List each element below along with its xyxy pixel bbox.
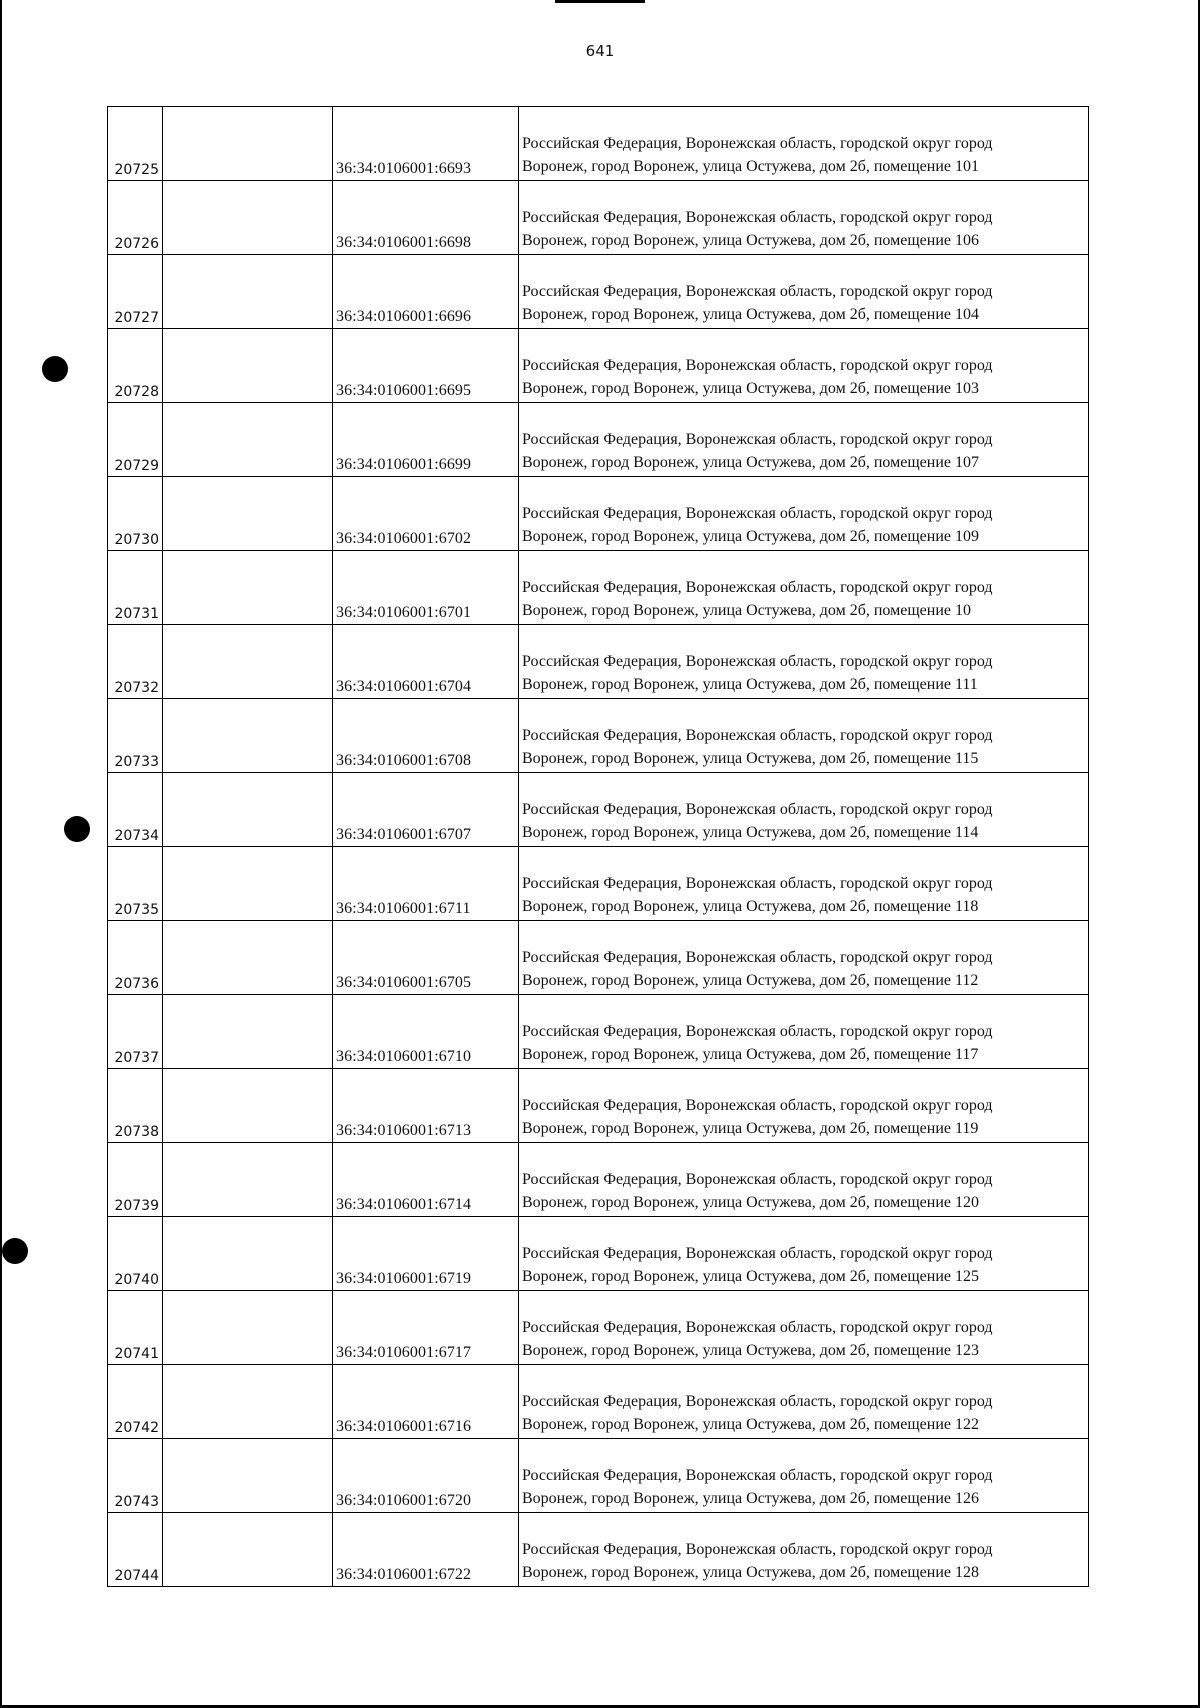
- address-line-1: Российская Федерация, Воронежская область, городской округ город: [522, 283, 993, 300]
- address-line-2: Воронеж, город Воронеж, улица Остужева, дом 2б, помещение 115: [522, 750, 979, 767]
- cadastral-number: 36:34:0106001:6713: [333, 1069, 519, 1143]
- address-cell: [519, 773, 1089, 847]
- address-line-2: Воронеж, город Воронеж, улица Остужева, дом 2б, помещение 126: [522, 1490, 979, 1507]
- address-cell: [519, 1365, 1089, 1439]
- table-row: [108, 847, 1089, 921]
- record-number: 20740: [108, 1217, 163, 1291]
- cadastral-number: 36:34:0106001:6693: [333, 107, 519, 181]
- address-cell: [519, 699, 1089, 773]
- cadastral-number: 36:34:0106001:6699: [333, 403, 519, 477]
- address-line-2: Воронеж, город Воронеж, улица Остужева, дом 2б, помещение 125: [522, 1268, 979, 1285]
- table-row: [108, 995, 1089, 1069]
- address-line-1: Российская Федерация, Воронежская область, городской округ город: [522, 801, 993, 818]
- cadastral-number: 36:34:0106001:6698: [333, 181, 519, 255]
- address-line-2: Воронеж, город Воронеж, улица Остужева, дом 2б, помещение 10: [522, 602, 971, 619]
- address-line-1: Российская Федерация, Воронежская область, городской округ город: [522, 1319, 993, 1336]
- table-row: [108, 625, 1089, 699]
- address-line-2: Воронеж, город Воронеж, улица Остужева, дом 2б, помещение 103: [522, 380, 979, 397]
- table-row: [108, 329, 1089, 403]
- record-number: 20728: [108, 329, 163, 403]
- table-row: [108, 1069, 1089, 1143]
- scan-edge-top: [555, 0, 645, 3]
- cadastral-number: 36:34:0106001:6717: [333, 1291, 519, 1365]
- cadastral-number: 36:34:0106001:6696: [333, 255, 519, 329]
- record-number: 20735: [108, 847, 163, 921]
- address-line-1: Российская Федерация, Воронежская область, городской округ город: [522, 1171, 993, 1188]
- address-line-1: Российская Федерация, Воронежская область, городской округ город: [522, 579, 993, 596]
- address-line-1: Российская Федерация, Воронежская область, городской округ город: [522, 505, 993, 522]
- address-line-1: Российская Федерация, Воронежская область, городской округ город: [522, 1023, 993, 1040]
- address-cell: [519, 181, 1089, 255]
- cadastral-number: 36:34:0106001:6710: [333, 995, 519, 1069]
- address-line-2: Воронеж, город Воронеж, улица Остужева, дом 2б, помещение 118: [522, 898, 979, 915]
- address-cell: [519, 551, 1089, 625]
- table-row: [108, 699, 1089, 773]
- table-row: [108, 1291, 1089, 1365]
- table-row: [108, 255, 1089, 329]
- table-row: [108, 1365, 1089, 1439]
- empty-cell: [163, 1513, 333, 1587]
- address-line-2: Воронеж, город Воронеж, улица Остужева, дом 2б, помещение 109: [522, 528, 979, 545]
- address-line-2: Воронеж, город Воронеж, улица Остужева, дом 2б, помещение 106: [522, 232, 979, 249]
- table-row: [108, 1217, 1089, 1291]
- address-line-1: Российская Федерация, Воронежская область, городской округ город: [522, 135, 993, 152]
- address-line-2: Воронеж, город Воронеж, улица Остужева, дом 2б, помещение 104: [522, 306, 979, 323]
- empty-cell: [163, 773, 333, 847]
- address-line-2: Воронеж, город Воронеж, улица Остужева, дом 2б, помещение 114: [522, 824, 979, 841]
- table-row: [108, 551, 1089, 625]
- address-cell: [519, 255, 1089, 329]
- empty-cell: [163, 921, 333, 995]
- empty-cell: [163, 625, 333, 699]
- address-line-1: Российская Федерация, Воронежская область, городской округ город: [522, 949, 993, 966]
- empty-cell: [163, 1069, 333, 1143]
- empty-cell: [163, 1439, 333, 1513]
- cadastral-number: 36:34:0106001:6722: [333, 1513, 519, 1587]
- address-cell: [519, 1143, 1089, 1217]
- table-row: [108, 1143, 1089, 1217]
- cadastral-number: 36:34:0106001:6711: [333, 847, 519, 921]
- punch-hole-mark: [2, 1238, 28, 1264]
- empty-cell: [163, 551, 333, 625]
- empty-cell: [163, 181, 333, 255]
- address-cell: [519, 921, 1089, 995]
- scan-edge-left: [0, 0, 2, 1708]
- table-row: [108, 1513, 1089, 1587]
- record-number: 20741: [108, 1291, 163, 1365]
- empty-cell: [163, 1365, 333, 1439]
- address-line-1: Российская Федерация, Воронежская область, городской округ город: [522, 875, 993, 892]
- address-line-1: Российская Федерация, Воронежская область, городской округ город: [522, 1467, 993, 1484]
- address-line-1: Российская Федерация, Воронежская область, городской округ город: [522, 431, 993, 448]
- empty-cell: [163, 699, 333, 773]
- address-line-1: Российская Федерация, Воронежская область, городской округ город: [522, 357, 993, 374]
- address-line-2: Воронеж, город Воронеж, улица Остужева, дом 2б, помещение 128: [522, 1564, 979, 1581]
- record-number: 20734: [108, 773, 163, 847]
- address-cell: [519, 1439, 1089, 1513]
- record-number: 20729: [108, 403, 163, 477]
- cadastral-number: 36:34:0106001:6716: [333, 1365, 519, 1439]
- empty-cell: [163, 477, 333, 551]
- punch-hole-mark: [42, 356, 68, 382]
- empty-cell: [163, 1217, 333, 1291]
- address-line-1: Российская Федерация, Воронежская область, городской округ город: [522, 1393, 993, 1410]
- address-line-1: Российская Федерация, Воронежская область, городской округ город: [522, 727, 993, 744]
- address-line-2: Воронеж, город Воронеж, улица Остужева, дом 2б, помещение 123: [522, 1342, 979, 1359]
- punch-hole-mark: [64, 816, 90, 842]
- table-row: [108, 1439, 1089, 1513]
- record-number: 20742: [108, 1365, 163, 1439]
- address-cell: [519, 403, 1089, 477]
- empty-cell: [163, 255, 333, 329]
- address-line-1: Российская Федерация, Воронежская область, городской округ город: [522, 653, 993, 670]
- address-line-2: Воронеж, город Воронеж, улица Остужева, дом 2б, помещение 117: [522, 1046, 979, 1063]
- address-line-1: Российская Федерация, Воронежская область, городской округ город: [522, 1245, 993, 1262]
- address-line-2: Воронеж, город Воронеж, улица Остужева, дом 2б, помещение 119: [522, 1120, 979, 1137]
- table-row: [108, 181, 1089, 255]
- registry-body: [108, 107, 1089, 1587]
- address-cell: [519, 625, 1089, 699]
- address-cell: [519, 329, 1089, 403]
- cadastral-number: 36:34:0106001:6704: [333, 625, 519, 699]
- record-number: 20726: [108, 181, 163, 255]
- address-line-2: Воронеж, город Воронеж, улица Остужева, дом 2б, помещение 101: [522, 158, 979, 175]
- address-line-2: Воронеж, город Воронеж, улица Остужева, дом 2б, помещение 107: [522, 454, 979, 471]
- table-row: [108, 403, 1089, 477]
- empty-cell: [163, 847, 333, 921]
- table-row: [108, 773, 1089, 847]
- cadastral-number: 36:34:0106001:6695: [333, 329, 519, 403]
- record-number: 20737: [108, 995, 163, 1069]
- address-line-2: Воронеж, город Воронеж, улица Остужева, дом 2б, помещение 112: [522, 972, 979, 989]
- property-registry-table: [107, 106, 1089, 1587]
- cadastral-number: 36:34:0106001:6708: [333, 699, 519, 773]
- record-number: 20733: [108, 699, 163, 773]
- address-cell: [519, 847, 1089, 921]
- address-cell: [519, 1069, 1089, 1143]
- address-line-2: Воронеж, город Воронеж, улица Остужева, дом 2б, помещение 120: [522, 1194, 979, 1211]
- empty-cell: [163, 1291, 333, 1365]
- record-number: 20743: [108, 1439, 163, 1513]
- table-row: [108, 107, 1089, 181]
- table-row: [108, 921, 1089, 995]
- address-cell: [519, 1217, 1089, 1291]
- record-number: 20738: [108, 1069, 163, 1143]
- cadastral-number: 36:34:0106001:6701: [333, 551, 519, 625]
- record-number: 20736: [108, 921, 163, 995]
- cadastral-number: 36:34:0106001:6705: [333, 921, 519, 995]
- address-line-1: Российская Федерация, Воронежская область, городской округ город: [522, 209, 993, 226]
- address-line-1: Российская Федерация, Воронежская область, городской округ город: [522, 1541, 993, 1558]
- record-number: 20727: [108, 255, 163, 329]
- record-number: 20725: [108, 107, 163, 181]
- empty-cell: [163, 329, 333, 403]
- table-row: [108, 477, 1089, 551]
- address-cell: [519, 107, 1089, 181]
- empty-cell: [163, 403, 333, 477]
- cadastral-number: 36:34:0106001:6714: [333, 1143, 519, 1217]
- address-line-1: Российская Федерация, Воронежская область, городской округ город: [522, 1097, 993, 1114]
- cadastral-number: 36:34:0106001:6719: [333, 1217, 519, 1291]
- address-line-2: Воронеж, город Воронеж, улица Остужева, дом 2б, помещение 111: [522, 676, 978, 693]
- page-number: 641: [585, 42, 615, 60]
- empty-cell: [163, 107, 333, 181]
- address-cell: [519, 477, 1089, 551]
- address-cell: [519, 1513, 1089, 1587]
- address-line-2: Воронеж, город Воронеж, улица Остужева, дом 2б, помещение 122: [522, 1416, 979, 1433]
- cadastral-number: 36:34:0106001:6707: [333, 773, 519, 847]
- record-number: 20744: [108, 1513, 163, 1587]
- cadastral-number: 36:34:0106001:6720: [333, 1439, 519, 1513]
- empty-cell: [163, 1143, 333, 1217]
- cadastral-number: 36:34:0106001:6702: [333, 477, 519, 551]
- empty-cell: [163, 995, 333, 1069]
- address-cell: [519, 1291, 1089, 1365]
- record-number: 20732: [108, 625, 163, 699]
- record-number: 20739: [108, 1143, 163, 1217]
- record-number: 20730: [108, 477, 163, 551]
- record-number: 20731: [108, 551, 163, 625]
- address-cell: [519, 995, 1089, 1069]
